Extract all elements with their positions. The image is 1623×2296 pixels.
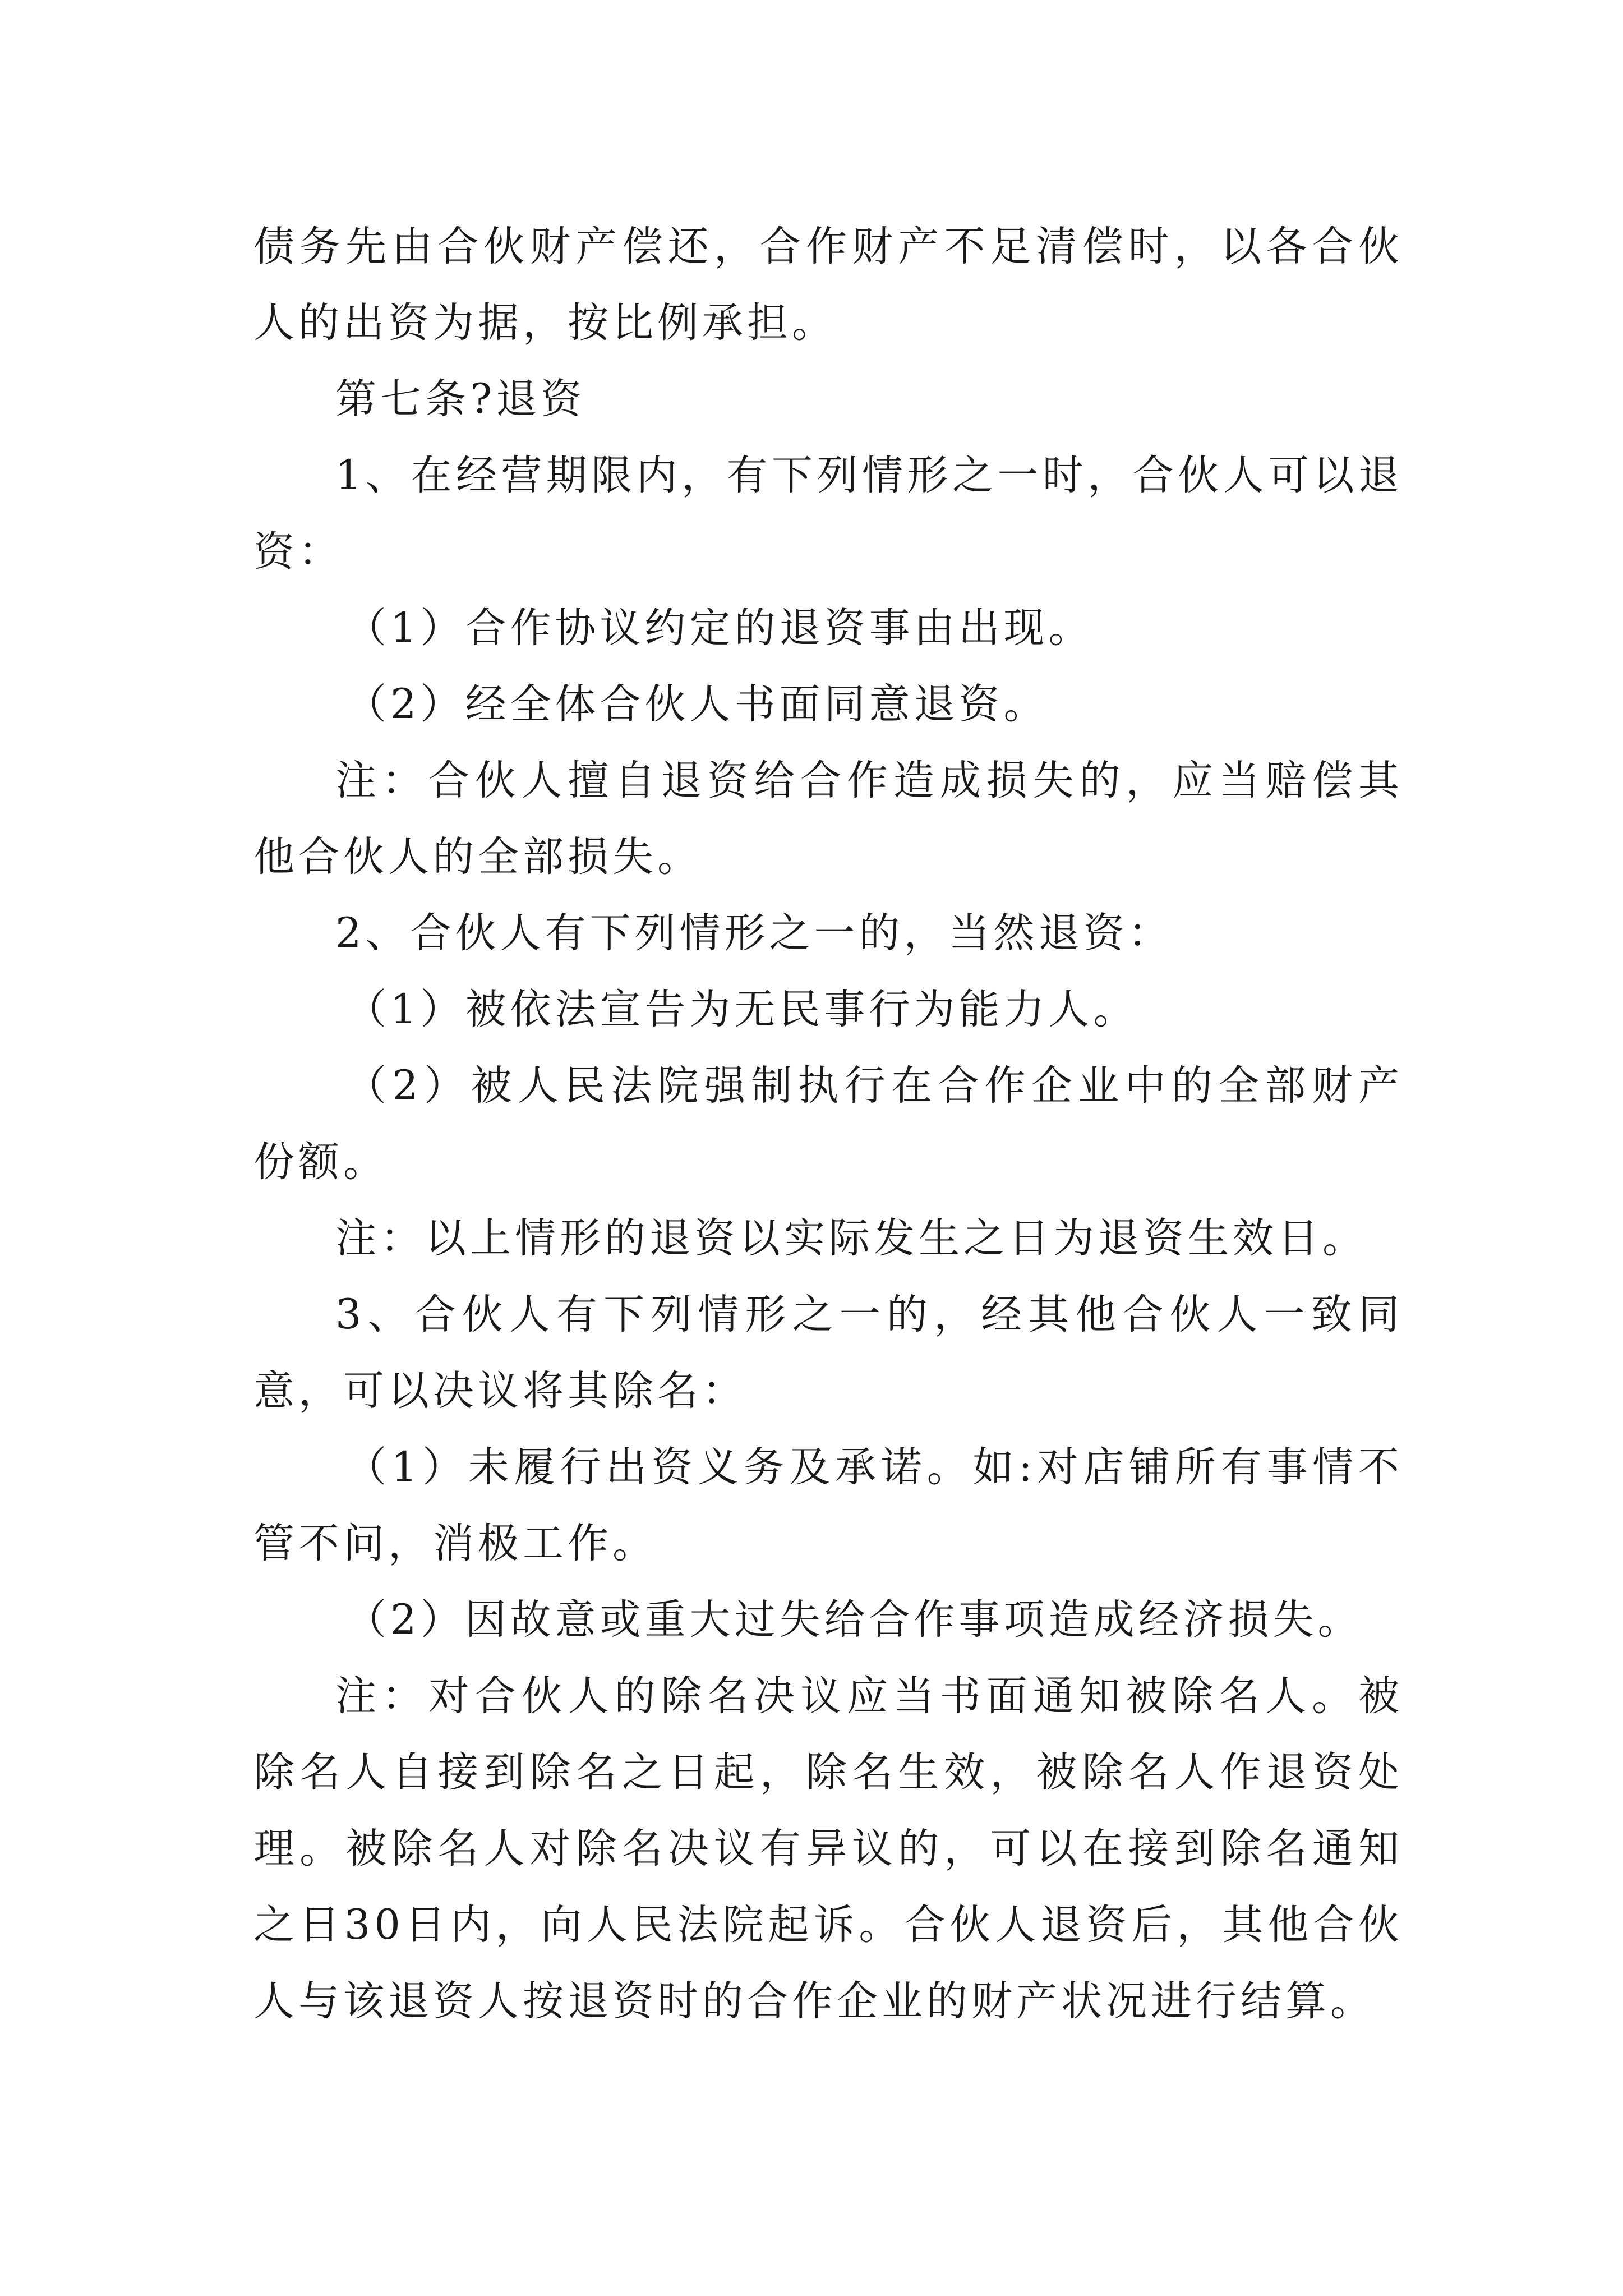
clause-3-expulsion: 3、合伙人有下列情形之一的，经其他合伙人一致同意，可以决议将其除名：: [253, 1291, 1403, 1415]
clause-3-note: 注：对合伙人的除名决议应当书面通知被除名人。被除名人自接到除名之日起，除名生效，被除名人作退资处理。被除名人对除名决议有异议的，可以在接到除名通知之日30日内，向人民法院起诉。合伙人退资后，其他合伙人与该退资人按退资时的合作企业的财产状况进行结算。: [253, 1672, 1403, 2025]
clause-3-item-1: （1）未履行出资义务及承诺。如:对店铺所有事情不管不问，消极工作。: [253, 1443, 1403, 1567]
clause-1-withdrawal-conditions: 1、在经营期限内，有下列情形之一时，合伙人可以退资：: [253, 452, 1403, 576]
document-body: [253, 209, 1403, 2040]
clause-1-item-2: （2）经全体合伙人书面同意退资。: [345, 680, 1049, 728]
clause-3-item-2: （2）因故意或重大过失给合作事项造成经济损失。: [345, 1596, 1363, 1644]
clause-2-item-2: （2）被人民法院强制执行在合作企业中的全部财产份额。: [253, 1062, 1403, 1186]
paragraph-debt-liability: 债务先由合伙财产偿还，合作财产不足清偿时，以各合伙人的出资为据，按比例承担。: [253, 223, 1403, 347]
clause-2-item-1: （1）被依法宣告为无民事行为能力人。: [345, 986, 1138, 1033]
article-7-heading: 第七条?退资: [335, 375, 586, 423]
clause-2-note: 注：以上情形的退资以实际发生之日为退资生效日。: [335, 1214, 1367, 1262]
clause-2-automatic-withdrawal: 2、合伙人有下列情形之一的，当然退资：: [335, 909, 1173, 957]
clause-1-item-1: （1）合作协议约定的退资事由出现。: [345, 604, 1094, 652]
clause-1-note: 注：合伙人擅自退资给合作造成损失的，应当赔偿其他合伙人的全部损失。: [253, 757, 1403, 881]
